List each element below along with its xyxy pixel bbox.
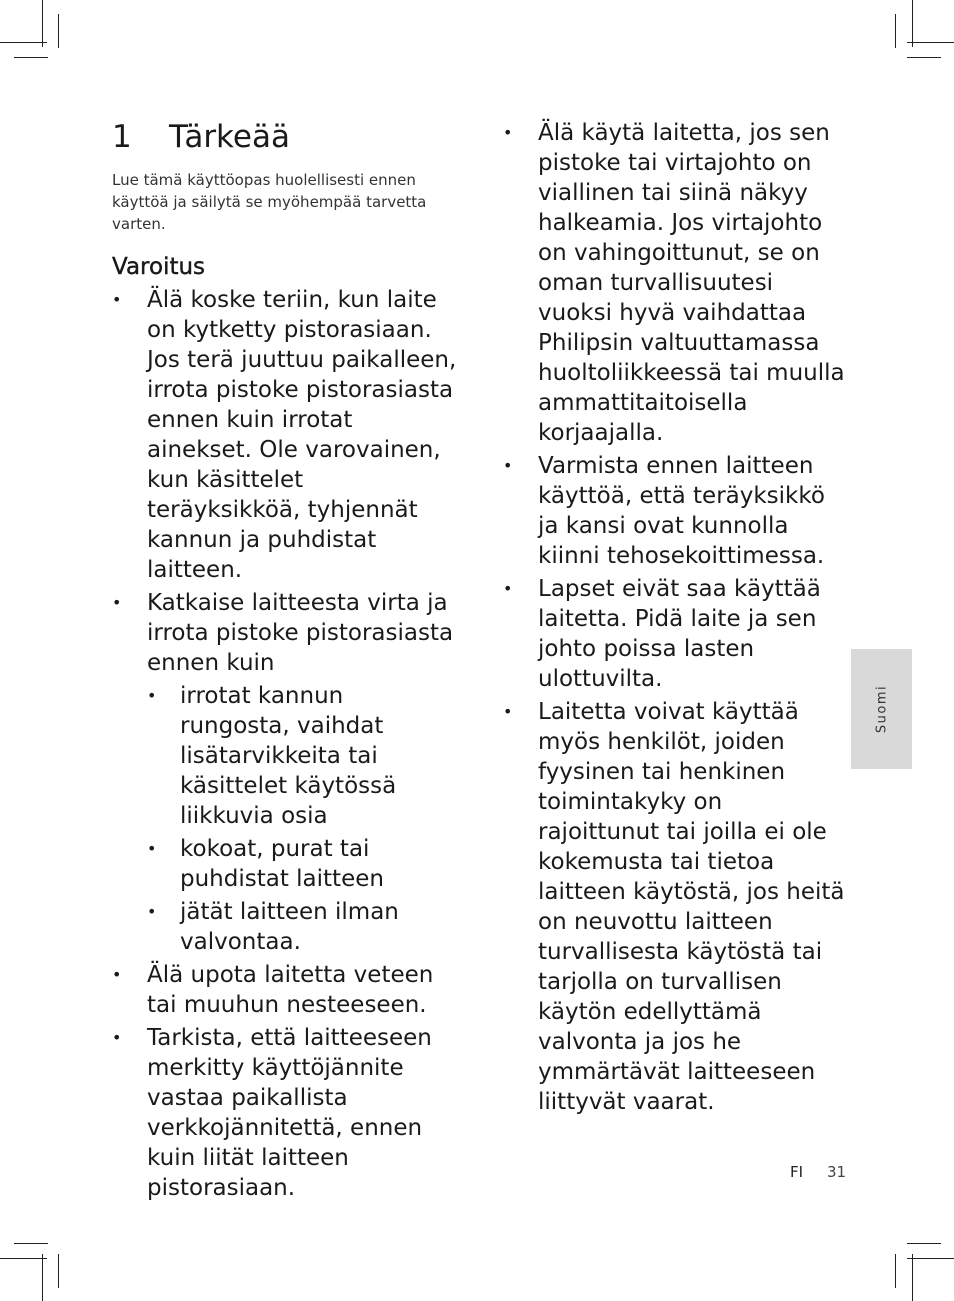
right-column	[503, 118, 848, 1117]
crop-mark	[42, 1254, 43, 1301]
language-side-tab	[851, 649, 912, 769]
crop-mark	[895, 14, 896, 48]
crop-mark	[14, 57, 48, 58]
crop-mark	[912, 0, 913, 47]
section-number: 1	[112, 119, 132, 155]
list-item: • Tarkista, että laitteeseen merkitty käyttöjännite vastaa paikallista verkkojännitettä, ennen kuin liität laitteen pistorasiaan.	[112, 1023, 457, 1203]
list-item: • Älä käytä laitetta, jos sen pistoke tai virtajohto on viallinen tai siinä näkyy halkeamia. Jos virtajohto on vahingoittunut, se on oman turvallisuutesi vuoksi hyvä vaihdattaa Philipsin valtuuttamassa huoltoliikkeessä tai muulla ammattitaitoisella korjaajalla.	[503, 118, 848, 448]
left-column	[112, 118, 457, 1203]
crop-mark	[58, 1254, 59, 1288]
list-item: • Älä upota laitetta veteen tai muuhun nesteeseen.	[112, 960, 457, 1020]
footer-language: FI	[790, 1163, 804, 1181]
list-item: • Lapset eivät saa käyttää laitetta. Pidä laite ja sen johto poissa lasten ulottuvilta.	[503, 574, 848, 694]
crop-mark	[907, 1258, 954, 1259]
crop-mark	[907, 57, 941, 58]
sub-list-item: • jätät laitteen ilman valvontaa.	[147, 897, 457, 957]
crop-mark	[907, 1243, 941, 1244]
intro-text: Lue tämä käyttöopas huolellisesti ennen käyttöä ja säilytä se myöhempää tarvetta varten.	[112, 171, 427, 233]
sub-list-item: • irrotat kannun rungosta, vaihdat lisätarvikkeita tai käsittelet käytössä liikkuvia osia	[147, 681, 457, 831]
section-title: Tärkeää	[169, 119, 290, 155]
crop-mark	[0, 42, 47, 43]
list-item: • Älä koske teriin, kun laite on kytketty pistorasiaan. Jos terä juuttuu paikalleen, irrota pistoke pistorasiasta ennen kuin irrotat ainekset. Ole varovainen, kun käsittelet teräyksikköä, tyhjennät kannun ja puhdistat laitteen.	[112, 285, 457, 585]
crop-mark	[907, 42, 954, 43]
crop-mark	[42, 0, 43, 47]
list-item: • Laitetta voivat käyttää myös henkilöt, joiden fyysinen tai henkinen toimintakyky on rajoittunut tai joilla ei ole kokemusta tai tietoa laitteen käytöstä, jos heitä on neuvottu laitteen turvallisesta käytöstä tai tarjolla on turvallisen käytön edellyttämä valvonta ja jos he ymmärtävät laitteeseen liittyvät vaarat.	[503, 697, 848, 1117]
crop-mark	[912, 1254, 913, 1301]
warning-title: Varoitus	[112, 254, 206, 280]
list-item: • Katkaise laitteesta virta ja irrota pistoke pistorasiasta ennen kuin • irrotat kannun rungosta, vaihdat lisätarvikkeita tai käsittelet käytössä liikkuvia osia • kokoat, purat tai puhdistat laitteen • jätät laitteen ilman valvontaa.	[112, 588, 457, 957]
crop-mark	[895, 1254, 896, 1288]
crop-mark	[0, 1258, 47, 1259]
side-tab-label: Suomi	[874, 684, 889, 734]
warning-list	[112, 285, 457, 1203]
sub-list	[147, 681, 457, 957]
crop-mark	[58, 14, 59, 48]
crop-mark	[14, 1243, 48, 1244]
list-item: • Varmista ennen laitteen käyttöä, että teräyksikkö ja kansi ovat kunnolla kiinni tehosekoittimessa.	[503, 451, 848, 571]
warning-list-continued	[503, 118, 848, 1117]
sub-list-item: • kokoat, purat tai puhdistat laitteen	[147, 834, 457, 894]
section-heading	[112, 118, 457, 156]
page-number: 31	[827, 1163, 847, 1181]
